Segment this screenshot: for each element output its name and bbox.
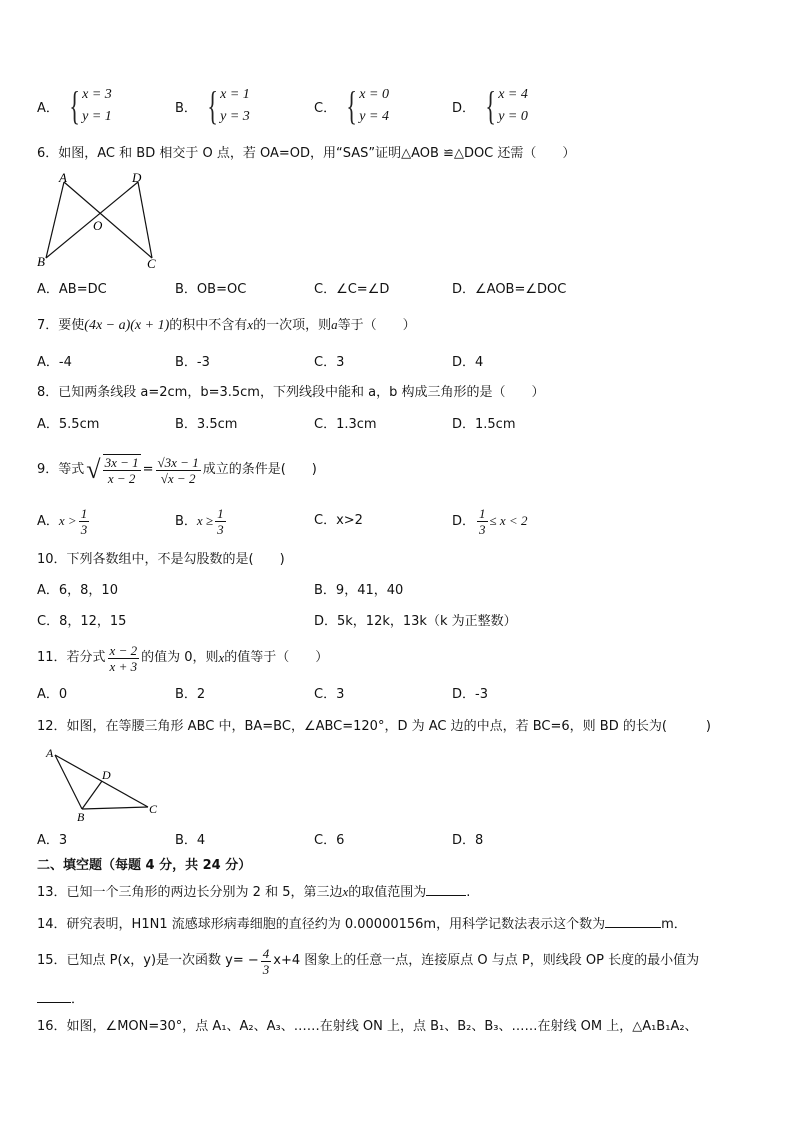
- q11-post: 的值等于（ ）: [224, 650, 329, 665]
- q12-option-d: D．8: [452, 833, 484, 848]
- system-row: y = 3: [220, 109, 250, 124]
- point-label-b: B: [37, 254, 45, 269]
- q10-option-a: A．6，8，10: [37, 583, 118, 598]
- point-label-c: C: [149, 802, 158, 816]
- system-row: y = 1: [82, 109, 112, 124]
- system-row: x = 4: [498, 87, 528, 102]
- q8-option-d: D．1.5cm: [452, 417, 516, 432]
- edge-db: [46, 182, 138, 258]
- q7-option-b: B．-3: [175, 355, 210, 370]
- option-label: B．: [175, 514, 197, 529]
- edge-bc: [82, 807, 148, 809]
- q15-fraction: [261, 946, 272, 977]
- q9-fraction-right: [156, 455, 201, 486]
- q9-post: 成立的条件是( ): [202, 462, 317, 477]
- q7-stem: [37, 316, 416, 335]
- q13-pre: 13．已知一个三角形的两边长分别为 2 和 5，第三边: [37, 885, 343, 900]
- point-label-d: D: [132, 170, 142, 185]
- relation: ≤ x < 2: [489, 513, 528, 528]
- option-label: A．: [37, 514, 59, 529]
- q12-option-a: A．3: [37, 833, 68, 848]
- q12-stem: 12．如图，在等腰三角形 ABC 中，BA=BC，∠ABC=120°，D 为 AC 边的中点，若 BC=6，则 BD 的长为( ): [37, 719, 712, 734]
- option-label: B．: [175, 100, 197, 116]
- option-label: C．: [314, 100, 337, 116]
- q15-pre: 15．已知点 P(x，y)是一次函数 y= −: [37, 953, 259, 968]
- numerator: 1: [217, 506, 224, 521]
- q11-option-a: A．0: [37, 687, 68, 702]
- answer-blank[interactable]: [37, 990, 71, 1003]
- q11-x: x: [218, 650, 225, 665]
- q11-fraction: [108, 643, 140, 674]
- denominator: 3: [262, 961, 270, 977]
- q9-pre: 9．等式: [37, 462, 85, 477]
- q6-option-c: C．∠C=∠D: [314, 282, 390, 297]
- q11-stem: [37, 640, 328, 676]
- relation: x >: [58, 513, 77, 528]
- q11-option-c: C．3: [314, 687, 345, 702]
- q7-post: 等于（ ）: [337, 318, 416, 333]
- q5-option-a: [37, 84, 112, 128]
- q9-den2: √x − 2: [160, 470, 196, 486]
- q11-mid: 的值为 0，则: [141, 650, 219, 665]
- q7-option-a: A．-4: [37, 355, 72, 370]
- q14-stem: [37, 915, 687, 934]
- q8-option-a: A．5.5cm: [37, 417, 100, 432]
- numerator: 1: [80, 506, 88, 521]
- q9-num1: 3x − 1: [104, 455, 139, 470]
- brace-icon: {: [207, 83, 218, 128]
- system-row: y = 4: [359, 109, 389, 124]
- point-label-o: O: [93, 218, 103, 233]
- system-row: y = 0: [498, 109, 528, 124]
- q5-option-d: [452, 84, 528, 128]
- q6-figure: [34, 170, 164, 270]
- q15-stem: [37, 942, 699, 980]
- system-row: x = 1: [220, 87, 250, 102]
- denominator: 3: [217, 522, 224, 537]
- point-label-b: B: [77, 810, 85, 823]
- q9-den1: x − 2: [107, 471, 136, 486]
- q16-stem: 16．如图，∠MON=30°，点 A₁、A₂、A₃、……在射线 ON 上，点 B₁、B₂、B₃、……在射线 OM 上，△A₁B₁A₂、: [37, 1019, 698, 1034]
- q9-option-c: C．x>2: [314, 513, 363, 528]
- point-label-a: A: [59, 170, 67, 185]
- numerator: 1: [479, 506, 486, 521]
- q11-option-b: B．2: [175, 687, 206, 702]
- q9-num2: √3x − 1: [157, 454, 199, 470]
- q15-answer-line: [37, 990, 84, 1009]
- q10-option-b: B．9，41，40: [314, 583, 404, 598]
- q11-den: x + 3: [109, 658, 138, 674]
- q7-mid2: 的一次项，则: [253, 318, 332, 333]
- fraction-one-third: [215, 506, 226, 537]
- q11-pre: 11．若分式: [37, 650, 106, 665]
- q11-num: x − 2: [109, 642, 138, 658]
- option-label: A．: [37, 100, 59, 116]
- q12-figure: [40, 745, 165, 823]
- q15-end: ．: [71, 992, 85, 1007]
- relation: x ≥: [196, 513, 214, 528]
- q6-stem: 6．如图，AC 和 BD 相交于 O 点，若 OA=OD，用“SAS”证明△AOB ≌△DOC 还需（ ）: [37, 146, 576, 161]
- answer-blank[interactable]: [605, 915, 661, 928]
- point-label-a: A: [46, 746, 54, 760]
- q13-end: .: [466, 885, 471, 900]
- q9-eq: =: [142, 462, 154, 477]
- fraction-one-third: [477, 506, 488, 537]
- q8-option-c: C．1.3cm: [314, 417, 377, 432]
- q9-stem: [37, 450, 317, 490]
- q5-option-b: [175, 84, 250, 128]
- edge-ac: [64, 182, 152, 258]
- brace-icon: {: [69, 83, 80, 128]
- q9-option-a: [37, 503, 91, 540]
- numerator: 4: [262, 945, 270, 961]
- q11-option-d: D．-3: [452, 687, 488, 702]
- fraction-one-third: [79, 506, 90, 537]
- q6-option-d: D．∠AOB=∠DOC: [452, 282, 567, 297]
- denominator: 3: [479, 522, 486, 537]
- sqrt-icon: √: [86, 455, 101, 484]
- q7-expression: (4x − a)(x + 1): [84, 318, 170, 333]
- q6-option-a: A．AB=DC: [37, 282, 107, 297]
- q9-fraction-left: [103, 454, 141, 486]
- q13-post: 的取值范围为: [348, 885, 427, 900]
- edge-dc: [138, 182, 152, 258]
- denominator: 3: [80, 522, 88, 537]
- edge-ab: [46, 182, 64, 258]
- brace-icon: {: [485, 83, 496, 128]
- q5-option-c: [314, 84, 389, 128]
- q7-a: a: [331, 317, 338, 332]
- option-label: D．: [452, 100, 476, 116]
- q14-end: m．: [661, 917, 687, 932]
- point-label-d: D: [102, 768, 111, 782]
- section-heading: 二、填空题（每题 4 分，共 24 分）: [37, 858, 252, 873]
- q12-option-b: B．4: [175, 833, 206, 848]
- q9-option-d: [452, 503, 527, 540]
- q13-x: x: [342, 884, 349, 899]
- q15-post: x+4 图象上的任意一点，连接原点 O 与点 P，则线段 OP 长度的最小值为: [273, 953, 700, 968]
- q10-option-d: D．5k，12k，13k（k 为正整数）: [314, 614, 517, 629]
- q7-pre: 7．要使: [37, 318, 85, 333]
- q6-option-b: B．OB=OC: [175, 282, 247, 297]
- brace-icon: {: [346, 83, 357, 128]
- q10-option-c: C．8，12，15: [37, 614, 127, 629]
- edge-bd: [82, 781, 102, 809]
- q7-x: x: [247, 317, 254, 332]
- system-row: x = 0: [359, 87, 389, 102]
- q7-option-d: D．4: [452, 355, 484, 370]
- q13-stem: [37, 883, 470, 902]
- q7-option-c: C．3: [314, 355, 345, 370]
- option-label: D．: [452, 514, 476, 529]
- q10-stem: 10．下列各数组中，不是勾股数的是( ): [37, 552, 285, 567]
- q8-stem: 8．已知两条线段 a=2cm，b=3.5cm，下列线段中能和 a，b 构成三角形的是（ ）: [37, 385, 545, 400]
- q8-option-b: B．3.5cm: [175, 417, 238, 432]
- q14-pre: 14．研究表明，H1N1 流感球形病毒细胞的直径约为 0.00000156m，用科学记数法表示这个数为: [37, 917, 606, 932]
- q12-option-c: C．6: [314, 833, 345, 848]
- system-row: x = 3: [82, 87, 112, 102]
- point-label-c: C: [147, 256, 156, 270]
- q9-option-b: [175, 503, 228, 540]
- q7-mid: 的积中不含有: [169, 318, 248, 333]
- answer-blank[interactable]: [426, 883, 466, 896]
